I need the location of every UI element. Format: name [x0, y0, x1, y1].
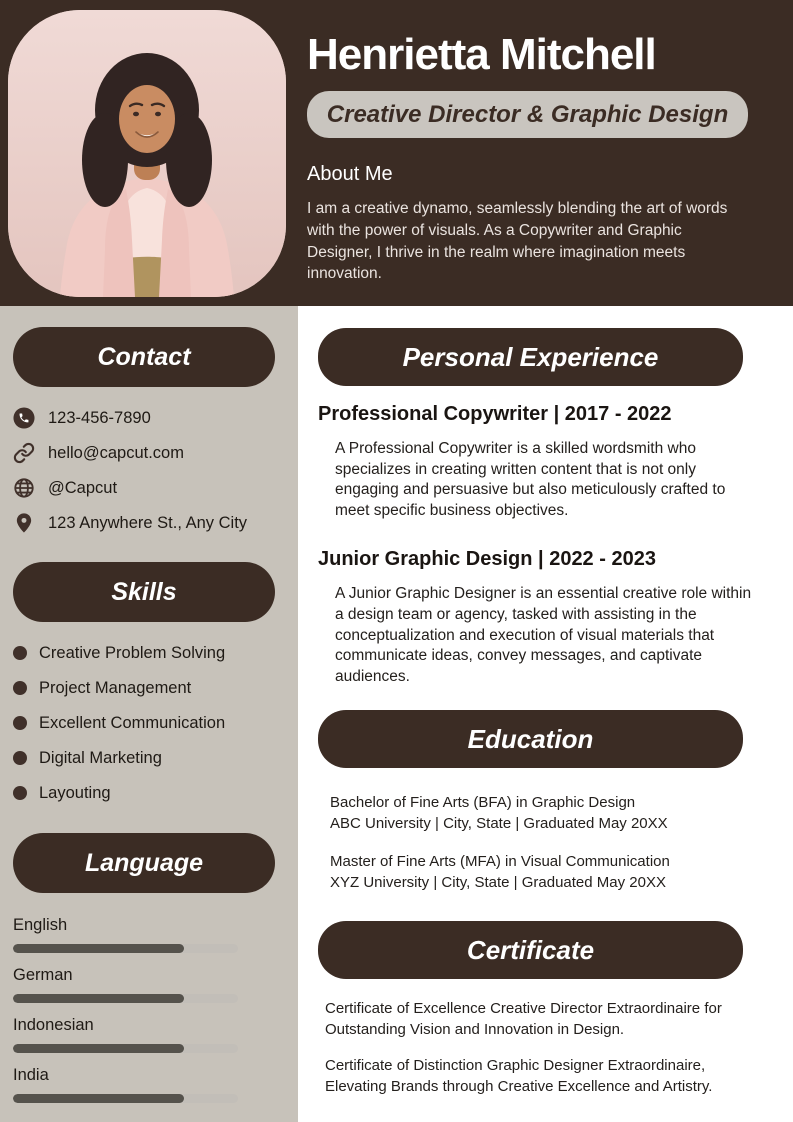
- profile-photo: [8, 10, 286, 297]
- language-item: [13, 1016, 275, 1053]
- contact-item-handle: [13, 477, 275, 499]
- language-item: [13, 916, 275, 953]
- about-me-heading: About Me: [307, 163, 393, 186]
- skill-item: [13, 642, 275, 664]
- certificate-entry: Certificate of Distinction Graphic Designer Extraordinaire, Elevating Brands through Creative Excellence and Artistry.: [325, 1056, 713, 1095]
- contact-section-header: [13, 327, 275, 387]
- education-section-header: [318, 710, 743, 768]
- contact-phone-text: 123-456-7890: [48, 408, 151, 427]
- language-progress-fill: [13, 1094, 184, 1103]
- language-name: English: [13, 916, 68, 934]
- education-degree: Bachelor of Fine Arts (BFA) in Graphic Design: [330, 794, 636, 812]
- language-progress-track: [13, 944, 238, 953]
- certificate-entry: Certificate of Excellence Creative Director Extraordinaire for Outstanding Vision and Innovation in Design.: [325, 1000, 722, 1039]
- contact-heading-text: Contact: [97, 342, 191, 371]
- language-section-header: [13, 833, 275, 893]
- certificate-section-header: [318, 921, 743, 979]
- main-content: [298, 306, 793, 1122]
- language-name: German: [13, 966, 73, 984]
- skill-item: [13, 712, 275, 734]
- contact-list: [13, 407, 275, 534]
- language-name: Indonesian: [13, 1016, 94, 1034]
- bullet-icon: [13, 751, 27, 765]
- about-me-text: I am a creative dynamo, seamlessly blending the art of words with the power of visuals. As a Copywriter and Graphic Designer, I thrive in the realm where imagination meets innovation.: [307, 200, 728, 283]
- skill-text: Layouting: [39, 783, 111, 802]
- page-title: Henrietta Mitchell: [307, 30, 656, 79]
- language-progress-track: [13, 994, 238, 1003]
- job-title: Junior Graphic Design | 2022 - 2023: [318, 548, 656, 571]
- job-title-badge: [307, 91, 748, 138]
- location-icon: [13, 512, 35, 534]
- language-progress-fill: [13, 944, 184, 953]
- experience-entry: [318, 548, 765, 687]
- skills-heading-text: Skills: [111, 577, 177, 606]
- language-heading-text: Language: [84, 848, 204, 877]
- body: [0, 306, 793, 1122]
- language-item: [13, 966, 275, 1003]
- phone-icon: [13, 407, 35, 429]
- language-progress-fill: [13, 1044, 184, 1053]
- sidebar: [0, 306, 298, 1122]
- contact-address-text: 123 Anywhere St., Any City: [48, 513, 248, 532]
- experience-entry: [318, 403, 765, 521]
- job-title: Professional Copywriter | 2017 - 2022: [318, 403, 672, 425]
- header: [0, 0, 793, 306]
- skill-text: Excellent Communication: [39, 713, 226, 732]
- experience-heading-text: Personal Experience: [402, 341, 659, 372]
- skills-list: [13, 642, 275, 804]
- bullet-icon: [13, 716, 27, 730]
- language-progress-track: [13, 1094, 238, 1103]
- education-school: XYZ University | City, State | Graduated May 20XX: [330, 874, 666, 892]
- certificate-heading-text: Certificate: [466, 934, 595, 965]
- language-item: [13, 1066, 275, 1103]
- language-list: [13, 916, 275, 1103]
- skill-item: [13, 677, 275, 699]
- language-name: India: [13, 1066, 49, 1084]
- skill-item: [13, 782, 275, 804]
- education-school: ABC University | City, State | Graduated May 20XX: [330, 815, 668, 833]
- skill-text: Project Management: [39, 678, 192, 697]
- contact-handle-text: @Capcut: [48, 478, 118, 497]
- bullet-icon: [13, 646, 27, 660]
- skill-text: Digital Marketing: [39, 748, 162, 767]
- education-heading-text: Education: [467, 723, 594, 754]
- skill-item: [13, 747, 275, 769]
- job-description: A Professional Copywriter is a skilled wordsmith who specializes in creating written content that is not only engaging and persuasive but also meticulously crafted to meet specific business objectives.: [335, 440, 726, 519]
- education-degree: Master of Fine Arts (MFA) in Visual Communication: [330, 853, 670, 871]
- education-entry: [330, 851, 765, 893]
- profile-photo-illustration: [8, 10, 286, 297]
- contact-item-email: [13, 442, 275, 464]
- language-progress-fill: [13, 994, 184, 1003]
- job-title-text: Creative Director & Graphic Design: [326, 100, 729, 128]
- header-content: [286, 0, 793, 306]
- skills-section-header: [13, 562, 275, 622]
- language-progress-track: [13, 1044, 238, 1053]
- contact-email-text: hello@capcut.com: [48, 443, 184, 462]
- globe-icon: [13, 477, 35, 499]
- education-entry: [330, 792, 765, 834]
- bullet-icon: [13, 786, 27, 800]
- job-description: A Junior Graphic Designer is an essential creative role within a design team or agency, tasked with assisting in the conceptualization and execution of visual materials that communicate ideas, convey messages, and captivate audiences.: [335, 585, 752, 685]
- link-icon: [13, 442, 35, 464]
- bullet-icon: [13, 681, 27, 695]
- skill-text: Creative Problem Solving: [39, 643, 226, 662]
- experience-section-header: [318, 328, 743, 386]
- contact-item-phone: [13, 407, 275, 429]
- contact-item-address: [13, 512, 275, 534]
